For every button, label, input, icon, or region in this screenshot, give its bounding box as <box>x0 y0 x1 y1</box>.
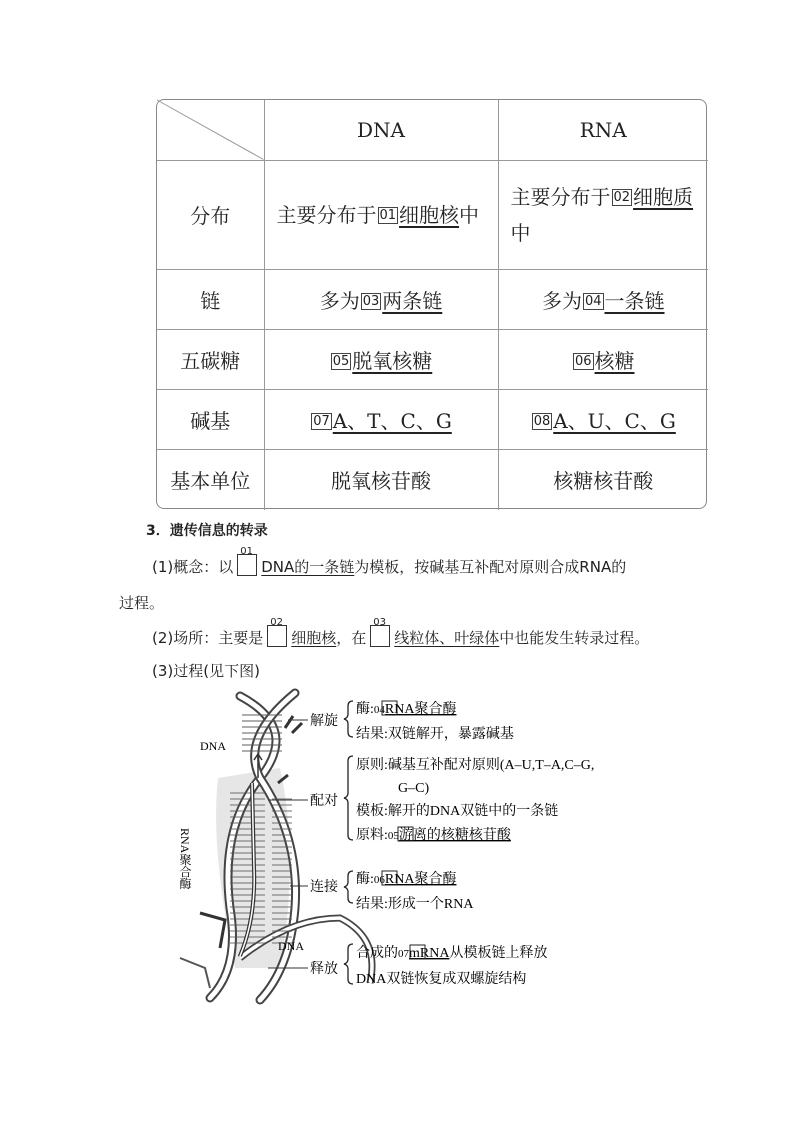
row-label-unit: 基本单位 <box>157 449 264 510</box>
cell-dna-distribution: 主要分布于 01 细胞核中 <box>264 160 498 269</box>
row-label-strand: 链 <box>157 269 264 329</box>
s4-line1: 合成的07mRNA从模板链上释放 <box>356 946 548 961</box>
row-label-distribution: 分布 <box>157 160 264 269</box>
brace-linking <box>344 871 353 903</box>
step-release: 释放 <box>310 962 338 977</box>
transcription-diagram <box>180 688 654 1006</box>
s2-line1b: G–C) <box>398 781 430 796</box>
dna-label-top: DNA <box>200 739 226 753</box>
answer-box: 03 <box>370 625 390 647</box>
step-linking: 连接 <box>310 880 338 895</box>
step-pairing: 配对 <box>310 794 338 809</box>
rna-pol-label: RNA聚合酶 <box>178 828 192 890</box>
cell-rna-bases: 08 A、U、C、G <box>498 389 708 449</box>
s2-line2: 模板:解开的DNA双链中的一条链 <box>356 804 559 819</box>
dna-label-bottom: DNA <box>278 939 304 953</box>
cell-rna-sugar: 06 核糖 <box>498 329 708 389</box>
s2-line3: 原料:05游离的核糖核苷酸 <box>356 828 511 843</box>
paragraph-location: (2)场所：主要是 02 细胞核，在 03 线粒体、叶绿体中也能发生转录过程。 <box>152 617 650 647</box>
s1-line1: 酶:04RNA聚合酶 <box>356 702 457 717</box>
step-unwind: 解旋 <box>310 714 338 729</box>
cell-dna-unit: 脱氧核苷酸 <box>264 449 498 510</box>
paragraph-concept: (1)概念：以 01 DNA的一条链为模板，按碱基互补配对原则合成RNA的 <box>152 546 627 576</box>
cell-dna-bases: 07 A、T、C、G <box>264 389 498 449</box>
cell-dna-sugar: 05 脱氧核糖 <box>264 329 498 389</box>
row-label-sugar: 五碳糖 <box>157 329 264 389</box>
answer-box: 02 <box>267 625 287 647</box>
header-dna: DNA <box>264 100 498 160</box>
cell-rna-unit: 核糖核苷酸 <box>498 449 708 510</box>
brace-pairing <box>344 756 353 840</box>
section-heading: 3．遗传信息的转录 <box>146 523 268 539</box>
paragraph-process: (3)过程(见下图) <box>152 662 260 680</box>
corner-cell <box>157 100 264 160</box>
row-label-bases: 碱基 <box>157 389 264 449</box>
s2-line1: 原则:碱基互补配对原则(A–U,T–A,C–G, <box>356 758 595 773</box>
answer-box: 01 <box>237 554 257 576</box>
brace-release <box>344 944 353 984</box>
header-rna: RNA <box>498 100 708 160</box>
cell-rna-distribution: 主要分布于 02 细胞质中 <box>498 160 708 269</box>
brace-unwind <box>344 701 353 737</box>
cell-dna-strand: 多为 03 两条链 <box>264 269 498 329</box>
s1-line2: 结果:双链解开，暴露碱基 <box>356 727 514 742</box>
s3-line1: 酶:06RNA聚合酶 <box>356 872 457 887</box>
dna-rna-comparison-table <box>156 99 707 509</box>
s3-line2: 结果:形成一个RNA <box>356 897 474 912</box>
paragraph-concept-line2: 过程。 <box>119 594 165 612</box>
cell-rna-strand: 多为 04 一条链 <box>498 269 708 329</box>
s4-line2: DNA双链恢复成双螺旋结构 <box>356 972 527 987</box>
